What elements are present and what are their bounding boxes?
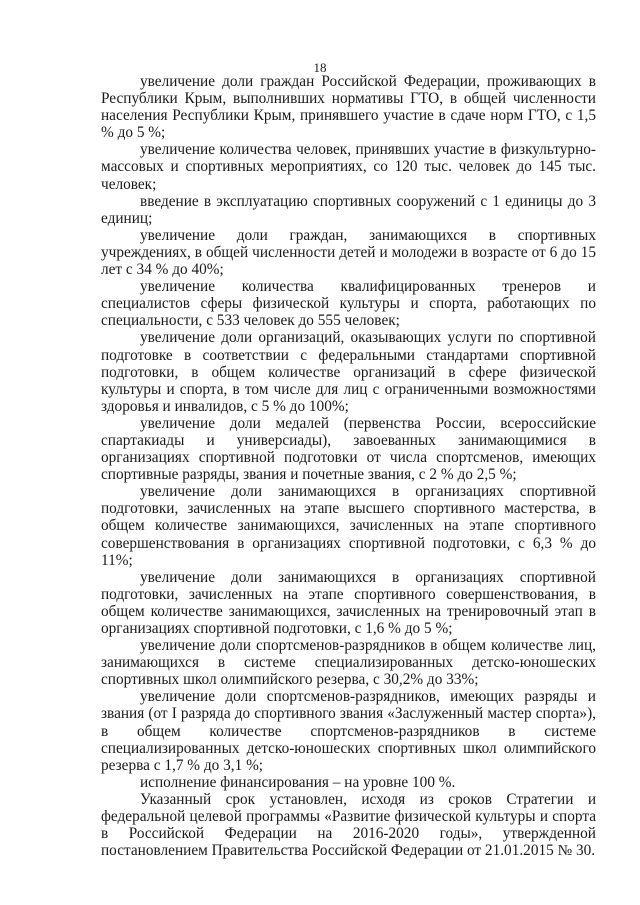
paragraph-gto-participation: увеличение доли граждан Российской Федерации, проживающих в Республики Крым, выполнивших нормативы ГТО, в общей численности населения Республики Крым, принявшего участие в сдаче норм ГТО, с 1,5 % до 5 %;: [101, 73, 596, 142]
paragraph-qualified-coaches: увеличение количества квалифицированных тренеров и специалистов сферы физической культуры и спорта, работающих по специальности, с 533 человек до 555 человек;: [101, 278, 596, 330]
paragraph-higher-mastery-stage: увеличение доли занимающихся в организациях спортивной подготовки, зачисленных на этапе высшего спортивного мастерства, в общем количестве занимающихся, зачисленных на этапе спортивного совершенствования в организациях спортивной подготовки, с 6,3 % до 11%;: [101, 483, 596, 569]
paragraph-mass-events: увеличение количества человек, принявших участие в физкультурно-массовых и спортивных мероприятиях, со 120 тыс. человек до 145 тыс. человек;: [101, 141, 596, 193]
paragraph-sports-training-organizations: увеличение доли организаций, оказывающих услуги по спортивной подготовке в соответствии с федеральными стандартами спортивной подготовки, в общем количестве организаций в сфере физической культуры и спорта, в том числе для лиц с ограниченными возможностями здоровья и инвалидов, с 5 % до 100%;: [101, 329, 596, 415]
paragraph-ranked-athletes: увеличение доли спортсменов-разрядников в общем количестве лиц, занимающихся в системе специализированных детско-юношеских спортивных школ олимпийского резерва, с 30,2% до 33%;: [101, 637, 596, 689]
page-number: 18: [313, 60, 327, 75]
paragraph-sports-facilities: введение в эксплуатацию спортивных сооружений с 1 единицы до 3 единиц;: [101, 192, 596, 227]
document-body: [101, 73, 596, 859]
paragraph-medals-share: увеличение доли медалей (первенства России, всероссийские спартакиады и универсиады), завоеванных занимающимися в организациях спортивной подготовки от числа спортсменов, имеющих спортивные разряды, звания и почетные звания, с 2 % до 2,5 %;: [101, 414, 596, 484]
paragraph-improvement-stage: увеличение доли занимающихся в организациях спортивной подготовки, зачисленных на этапе спортивного совершенствования, в общем количестве занимающихся, зачисленных на тренировочный этап в организациях спортивной подготовки, с 1,6 % до 5 %;: [101, 568, 596, 637]
paragraph-deadline-basis: Указанный срок установлен, исходя из сроков Стратегии и федеральной целевой программы «Развитие физической культуры и спорта в Российской Федерации на 2016-2020 годы», утвержденной постановлением Правительства Российской Федерации от 21.01.2015 № 30.: [101, 790, 596, 860]
paragraph-youth-in-sports-institutions: увеличение доли граждан, занимающихся в спортивных учреждениях, в общей численности детей и молодежи в возрасте от 6 до 15 лет с 34 % до 40%;: [101, 226, 596, 279]
paragraph-ranked-athletes-titles: увеличение доли спортсменов-разрядников, имеющих разряды и звания (от I разряда до спортивного звания «Заслуженный мастер спорта»), в общем количестве спортсменов-разрядников в системе специализированных детско-юношеских спортивных школ олимпийского резерва с 1,7 % до 3,1 %;: [101, 688, 596, 774]
paragraph-funding: исполнение финансирования – на уровне 100 %.: [140, 773, 456, 791]
